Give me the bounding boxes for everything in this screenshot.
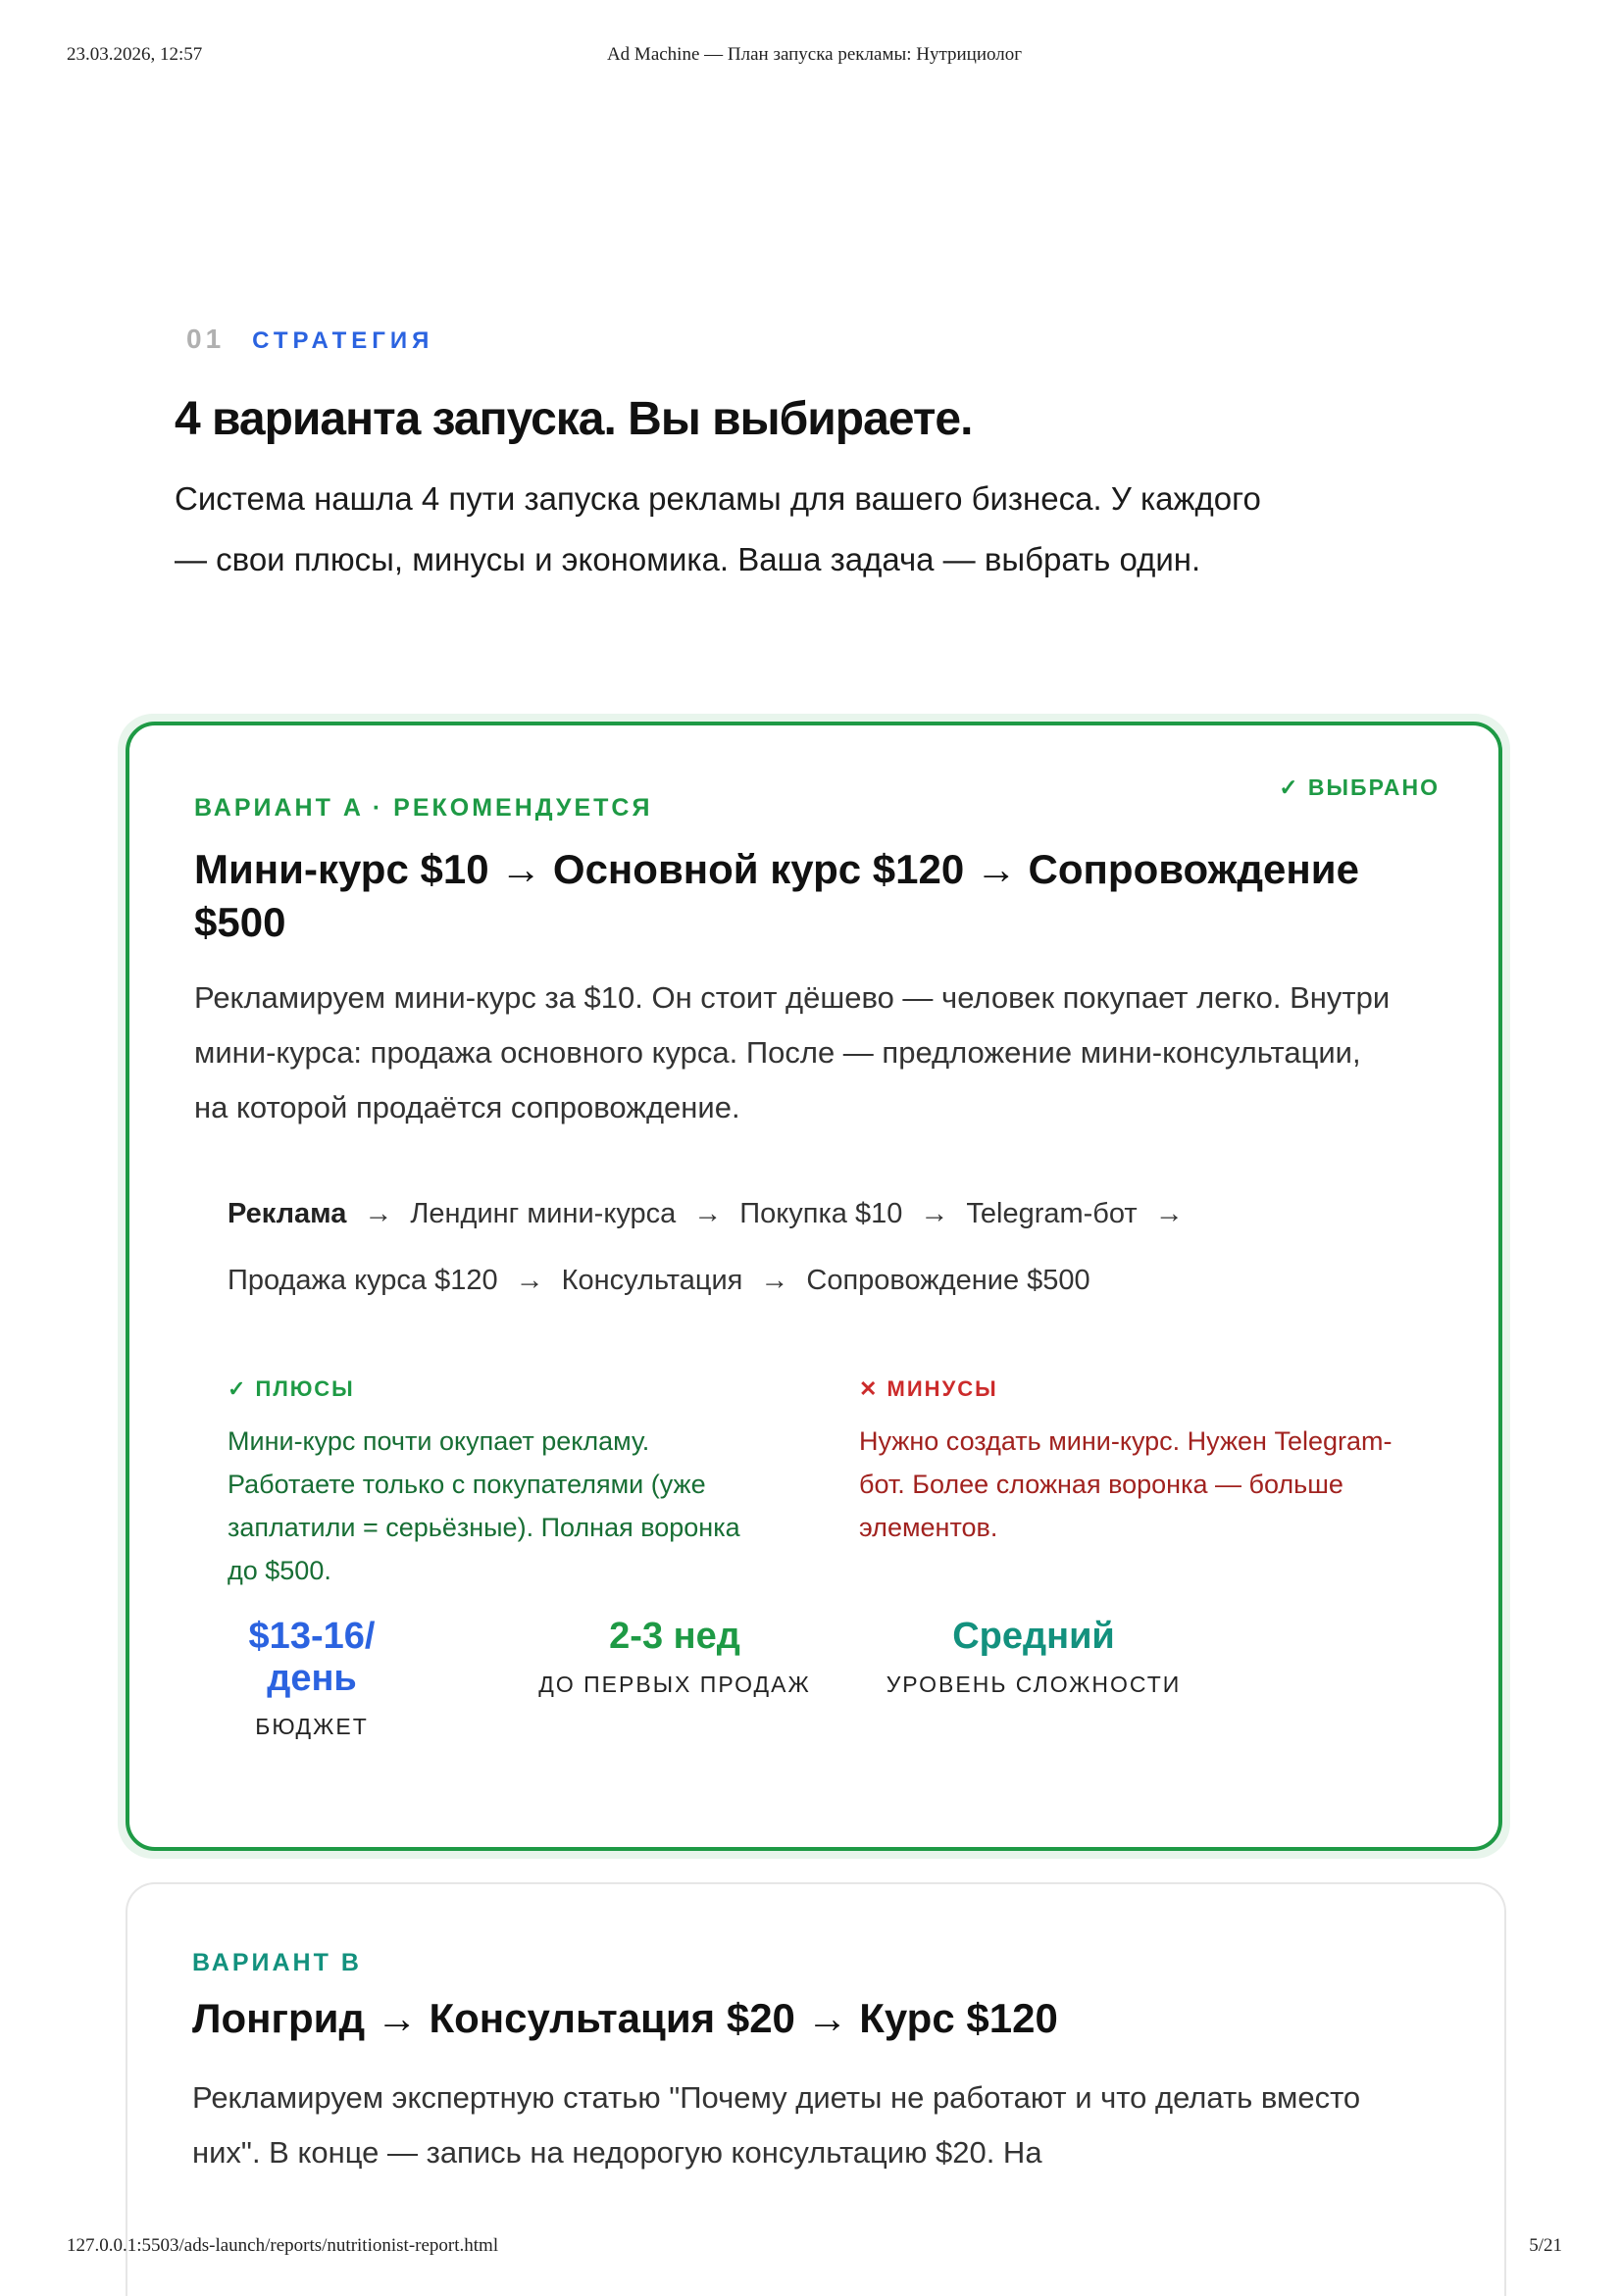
flow-arrow: → xyxy=(515,1265,544,1296)
section-number: 01 xyxy=(186,324,226,354)
variant-b-label: ВАРИАНТ B xyxy=(192,1949,362,1976)
flow-step: Реклама xyxy=(228,1198,347,1229)
flow-step: Консультация xyxy=(561,1265,743,1296)
page-number: 5/21 xyxy=(1529,2235,1562,2256)
stat-label: БЮДЖЕТ xyxy=(255,1714,369,1739)
stat-time-to-sales xyxy=(528,1616,822,1698)
variant-a-label: ВАРИАНТ A · РЕКОМЕНДУЕТСЯ xyxy=(194,794,653,822)
funnel-flow xyxy=(228,1180,1365,1314)
stat-label: ДО ПЕРВЫХ ПРОДАЖ xyxy=(538,1672,811,1697)
section-label xyxy=(186,324,433,355)
pros-block xyxy=(228,1376,777,1592)
stat-value: 2-3 нед xyxy=(609,1616,740,1657)
print-url: 127.0.0.1:5503/ads-launch/reports/nutritionist-report.html xyxy=(67,2235,499,2256)
variant-a-card-inner xyxy=(126,722,1502,1851)
stat-value: $13-16/день xyxy=(248,1616,376,1699)
selected-badge: ✓ ВЫБРАНО xyxy=(1279,774,1440,800)
flow-arrow: → xyxy=(920,1198,949,1229)
print-document-title: Ad Machine — План запуска рекламы: Нутрициолог xyxy=(606,44,1023,65)
stat-label: УРОВЕНЬ СЛОЖНОСТИ xyxy=(886,1672,1182,1697)
flow-step: Сопровождение $500 xyxy=(806,1265,1090,1296)
variant-b-title: Лонгрид → Консультация $20 → Курс $120 xyxy=(192,1995,1058,2041)
flow-arrow: → xyxy=(1154,1198,1184,1229)
stat-complexity xyxy=(877,1616,1190,1698)
variant-b-card[interactable] xyxy=(126,1882,1506,2296)
flow-step: Продажа курса $120 xyxy=(228,1265,498,1296)
flow-arrow: → xyxy=(693,1198,723,1229)
variant-a-description: Рекламируем мини-курс за $10. Он стоит дёшево — человек покупает легко. Внутри мини-курса: продажа основного курса. После — предложение мини-консультации, на которой продаётся сопровождение. xyxy=(194,980,1391,1124)
pros-label: ✓ ПЛЮСЫ xyxy=(228,1376,355,1401)
stat-budget xyxy=(214,1616,410,1740)
section-name: СТРАТЕГИЯ xyxy=(252,327,434,354)
flow-arrow: → xyxy=(760,1265,789,1296)
page-intro: Система нашла 4 пути запуска рекламы для вашего бизнеса. У каждого — свои плюсы, минусы и экономика. Ваша задача — выбрать один. xyxy=(175,480,1261,577)
cons-block xyxy=(859,1376,1418,1549)
page-heading: 4 варианта запуска. Вы выбираете. xyxy=(175,393,973,445)
flow-step: Покупка $10 xyxy=(739,1198,903,1229)
flow-step: Лендинг мини-курса xyxy=(410,1198,677,1229)
flow-step: Telegram-бот xyxy=(966,1198,1138,1229)
variant-b-description: Рекламируем экспертную статью "Почему диеты не работают и что делать вместо них". В конце — запись на недорогую консультацию $20. На xyxy=(192,2080,1361,2170)
print-datetime: 23.03.2026, 12:57 xyxy=(67,44,203,65)
stat-value: Средний xyxy=(952,1616,1115,1657)
cons-text: Нужно создать мини-курс. Нужен Telegram-бот. Более сложная воронка — больше элементов. xyxy=(859,1426,1393,1542)
variant-a-title: Мини-курс $10 → Основной курс $120 → Сопровождение $500 xyxy=(194,846,1359,945)
cons-label: ✕ МИНУСЫ xyxy=(859,1376,998,1401)
variant-a-card[interactable] xyxy=(118,714,1510,1859)
flow-arrow: → xyxy=(364,1198,393,1229)
pros-text: Мини-курс почти окупает рекламу. Работаете только с покупателями (уже заплатили = серьёзные). Полная воронка до $500. xyxy=(228,1426,740,1585)
